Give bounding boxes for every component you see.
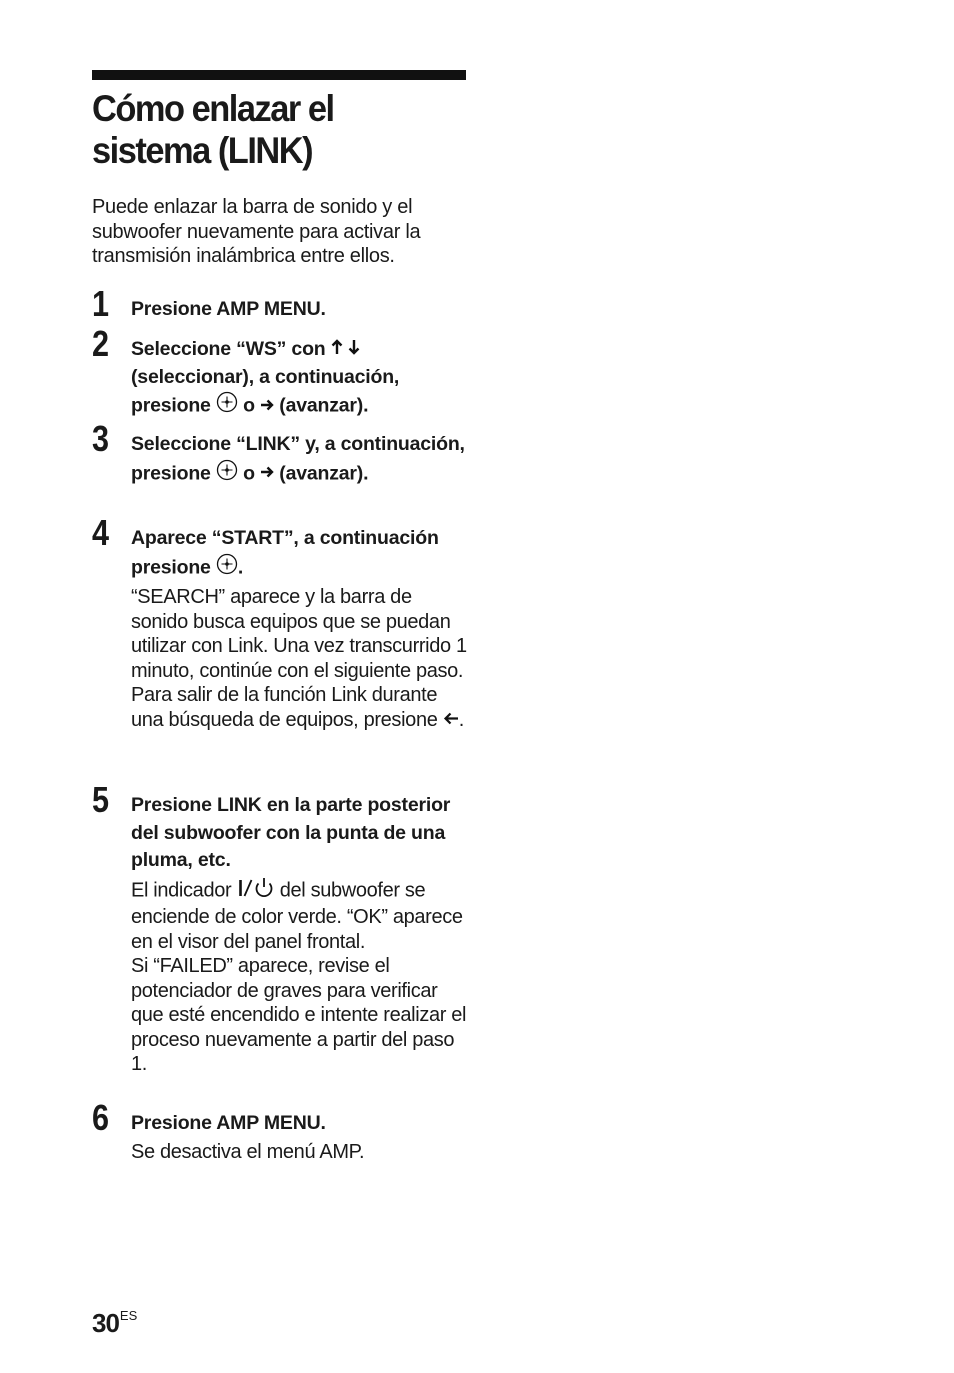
page-number: 30 xyxy=(92,1308,119,1338)
step-number: 5 xyxy=(92,779,110,820)
title-rule xyxy=(92,70,466,80)
arrow-down-icon xyxy=(348,336,360,364)
step-3 xyxy=(92,418,472,489)
step-instruction: Seleccione “LINK” y, a continuación, presione o (avanzar). xyxy=(131,431,472,489)
page-footer xyxy=(92,1308,137,1339)
step-number: 3 xyxy=(92,418,110,459)
enter-button-icon xyxy=(216,391,238,422)
step-6 xyxy=(92,1097,472,1164)
step-number: 6 xyxy=(92,1097,110,1138)
intro-paragraph: Puede enlazar la barra de sonido y el subwoofer nuevamente para activar la transmisión inalámbrica entre ellos. xyxy=(92,196,421,267)
back-arrow-icon xyxy=(443,708,459,733)
step-1 xyxy=(92,283,472,324)
arrow-right-icon xyxy=(260,393,274,421)
step-number: 4 xyxy=(92,512,110,553)
step-instruction: Seleccione “WS” con (seleccionar), a continuación, presione o (avanzar). xyxy=(131,336,472,422)
step-description: El indicador del subwoofer se enciende de color verde. “OK” aparece en el visor del panel frontal. Si “FAILED” aparece, revise el potenciador de graves para verificar que esté encendido e intente realizar el proceso nuevamente a partir del paso 1. xyxy=(131,877,472,1077)
enter-button-icon xyxy=(216,553,238,584)
step-instruction: Presione AMP MENU. xyxy=(131,1112,326,1134)
page-title: Cómo enlazar el sistema (LINK) xyxy=(92,88,334,171)
power-standby-icon xyxy=(237,877,275,906)
language-code: ES xyxy=(119,1308,138,1323)
arrow-up-icon xyxy=(331,336,343,364)
step-2 xyxy=(92,323,472,422)
step-description: Se desactiva el menú AMP. xyxy=(131,1140,365,1163)
step-number: 1 xyxy=(92,283,110,324)
step-instruction: Aparece “START”, a continuación presione . xyxy=(131,525,472,583)
step-instruction: Presione AMP MENU. xyxy=(131,298,326,320)
enter-button-icon xyxy=(216,459,238,490)
step-number: 2 xyxy=(92,323,110,364)
step-instruction: Presione LINK en la parte posterior del subwoofer con la punta de una pluma, etc. xyxy=(131,794,451,871)
step-description: “SEARCH” aparece y la barra de sonido busca equipos que se puedan utilizar con Link. Una vez transcurrido 1 minuto, continúe con el siguiente paso. Para salir de la función Link durante una búsqueda de equipos, presione . xyxy=(131,586,467,731)
arrow-right-icon xyxy=(260,460,274,488)
step-4 xyxy=(92,512,472,732)
step-5 xyxy=(92,779,472,1077)
